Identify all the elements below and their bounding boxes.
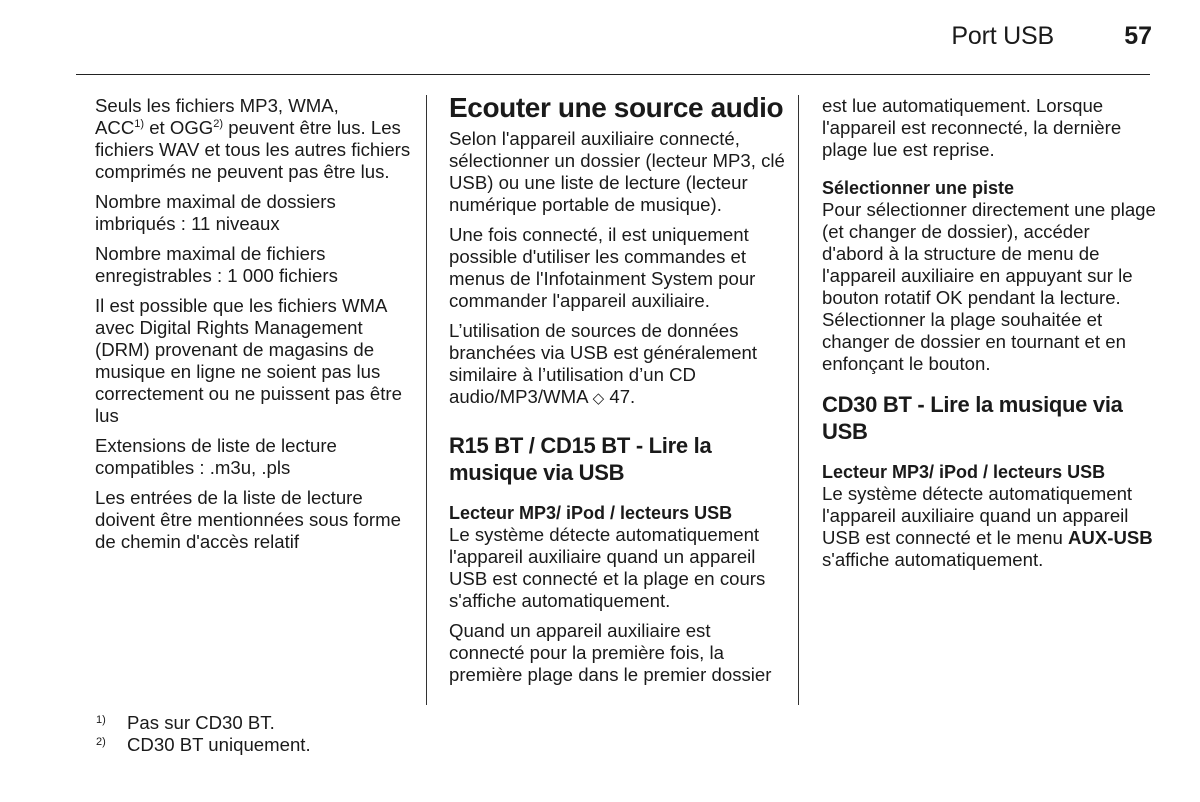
text: s'affiche automatiquement. (822, 549, 1044, 570)
footnote-ref: 1) (134, 117, 145, 130)
section-heading-listen: Ecouter une source audio (449, 92, 784, 123)
paragraph-select-folder: Selon l'appareil auxiliaire connecté, sélectionner un dossier (lecteur MP3, clé USB) ou une liste de lecture (lecteur numérique portable de musique). (449, 128, 785, 215)
footnote (96, 712, 311, 734)
footnotes (96, 712, 311, 756)
paragraph-controls: Une fois connecté, il est uniquement possible d'utiliser les commandes et menus de l'Infotainment System pour commander l'appareil auxiliaire. (449, 224, 756, 311)
section-heading-cd30: CD30 BT - Lire la musique via USB (822, 392, 1123, 444)
footnote-text: Pas sur CD30 BT. (127, 712, 275, 733)
page-reference-icon: ◇ (592, 390, 605, 407)
text: Seuls les fichiers MP3, WMA, (95, 95, 339, 116)
paragraph-usb-usage (449, 320, 785, 410)
paragraph-auto-play: est lue automatiquement. Lorsque l'appareil est reconnecté, la dernière plage lue est reprise. (822, 95, 1122, 160)
subheading-mp3-ipod-cd30: Lecteur MP3/ iPod / lecteurs USB (822, 462, 1106, 482)
paragraph-aux-usb (822, 483, 1156, 571)
subheading-mp3-ipod: Lecteur MP3/ iPod / lecteurs USB (449, 503, 733, 523)
footnote (96, 734, 311, 756)
column-divider-1 (426, 95, 427, 705)
paragraph-max-files: Nombre maximal de fichiers enregistrables : 1 000 fichiers (95, 243, 338, 286)
paragraph-select-track: Pour sélectionner directement une plage (et changer de dossier), accéder d'abord à la structure de menu de l'appareil auxiliaire en appuyant sur le bouton rotatif OK pendant la lecture. Sélectionner la plage souhaitée et changer de dossier en tournant et en enfonçant le bouton. (822, 199, 1156, 374)
text: L’utilisation de sources de données branchées via USB est généralement similaire à l’utilisation d’un CD audio/MP3/WMA (449, 320, 758, 407)
subheading-select-track: Sélectionner une piste (822, 178, 1015, 198)
paragraph-playlist-extensions: Extensions de liste de lecture compatibles : .m3u, .pls (95, 435, 337, 478)
text: peuvent être lus. Les fichiers WAV et tous les autres fichiers comprimés ne peuvent pas être lus. (95, 117, 411, 182)
page-number: 57 (1124, 22, 1152, 50)
footnote-ref: 2) (213, 117, 224, 130)
text: et OGG (144, 117, 214, 138)
section-heading-r15: R15 BT / CD15 BT - Lire la musique via USB (449, 433, 712, 485)
column-divider-2 (798, 95, 799, 705)
paragraph-auto-detect: Le système détecte automatiquement l'appareil auxiliaire quand un appareil USB est connecté et la plage en cours s'affiche automatiquement. (449, 524, 766, 611)
footnote-mark: 1) (96, 714, 106, 726)
column-2 (449, 92, 785, 694)
page-reference: 47. (604, 386, 636, 407)
column-3 (822, 95, 1156, 579)
footnote-mark: 2) (96, 736, 106, 748)
footnote-text: CD30 BT uniquement. (127, 734, 311, 755)
page-title: Port USB (951, 22, 1054, 50)
header-rule (76, 74, 1150, 75)
paragraph-drm: Il est possible que les fichiers WMA avec Digital Rights Management (DRM) provenant de magasins de musique en ligne ne soient pas lus correctement ou ne puissent pas être lus (95, 295, 402, 426)
text: ACC (95, 117, 135, 138)
paragraph-file-formats (95, 95, 413, 183)
column-1 (95, 95, 413, 561)
paragraph-playlist-paths: Les entrées de la liste de lecture doivent être mentionnées sous forme de chemin d'accès relatif (95, 487, 401, 552)
menu-name: AUX-USB (1068, 527, 1153, 548)
paragraph-max-folders: Nombre maximal de dossiers imbriqués : 11 niveaux (95, 191, 336, 234)
text: Le système détecte automatiquement l'appareil auxiliaire quand un appareil USB est connecté et le menu (822, 483, 1133, 548)
paragraph-first-connect: Quand un appareil auxiliaire est connecté pour la première fois, la première plage dans le premier dossier (449, 620, 772, 685)
